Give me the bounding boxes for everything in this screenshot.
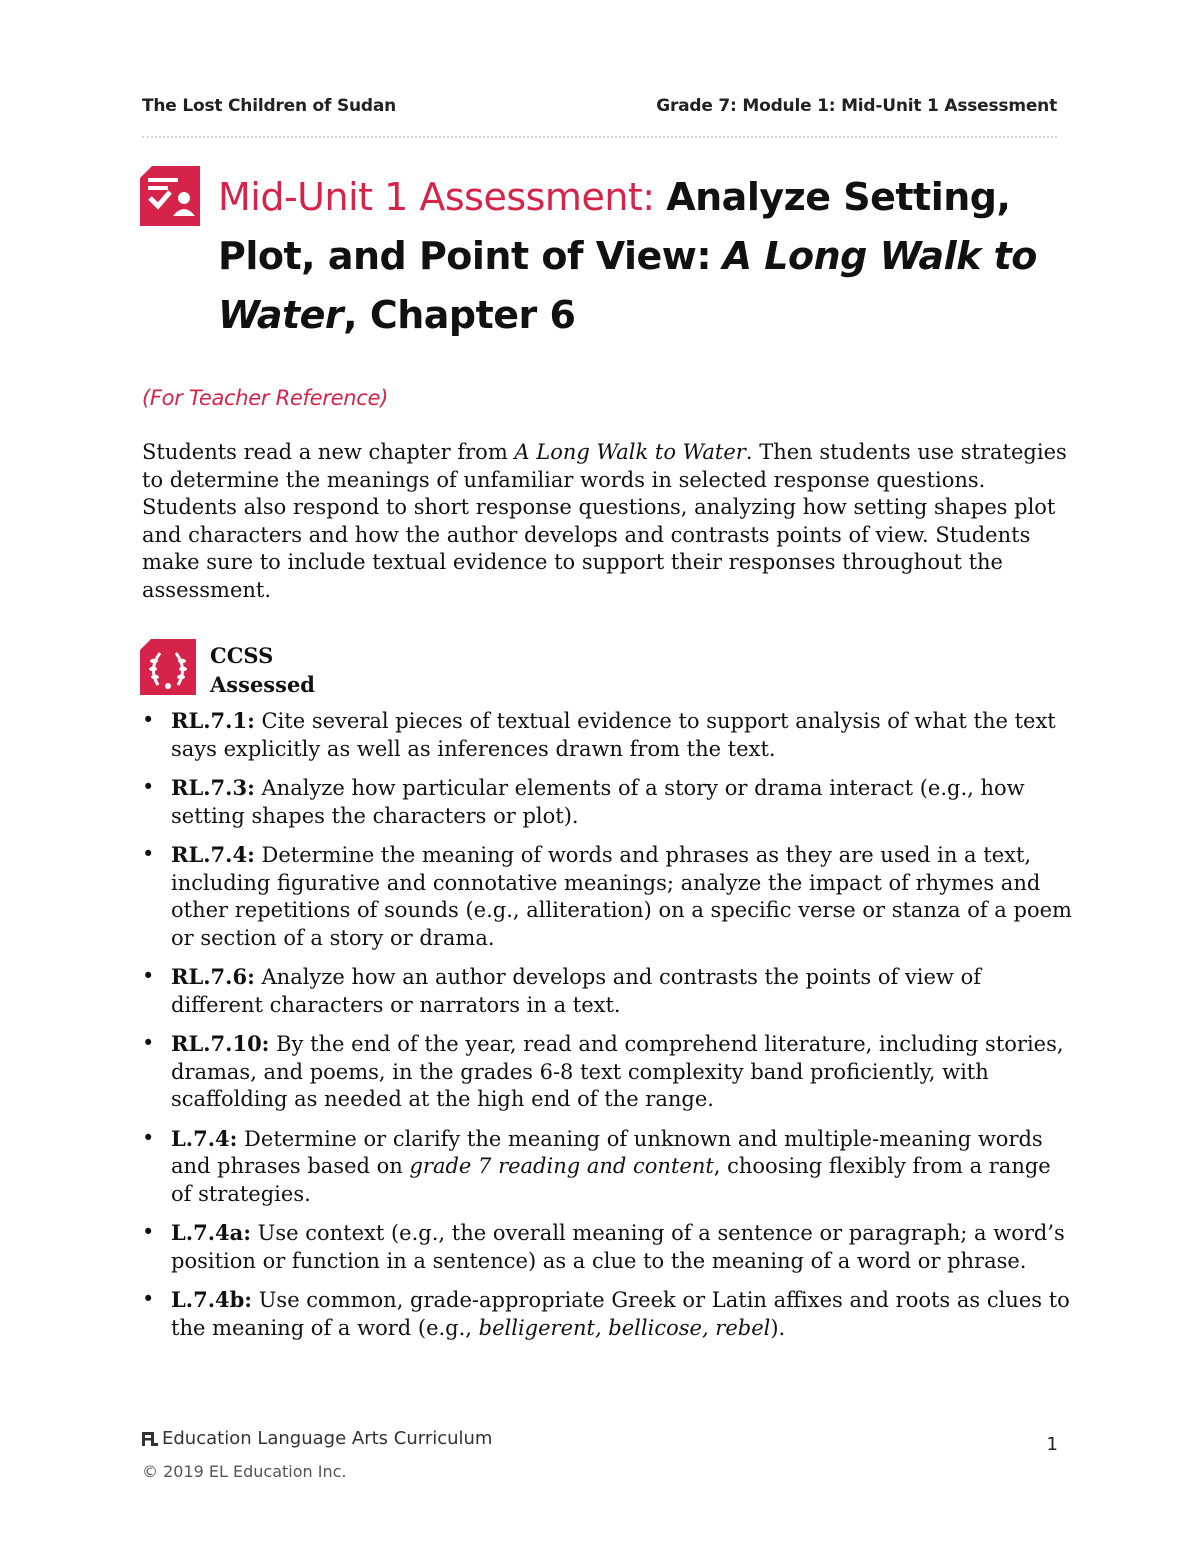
header-module-label: Grade 7: Module 1: Mid-Unit 1 Assessment bbox=[656, 96, 1057, 116]
el-education-logo-icon bbox=[142, 1431, 158, 1447]
standard-item bbox=[142, 1219, 1072, 1275]
intro-book-title: A Long Walk to Water bbox=[514, 440, 746, 464]
title-book-part1: A Long Walk to bbox=[722, 234, 1037, 278]
bullet-icon: • bbox=[142, 708, 155, 732]
title-prefix: Mid-Unit 1 Assessment: bbox=[218, 175, 655, 219]
header-unit-title: The Lost Children of Sudan bbox=[142, 96, 397, 116]
standard-text: Analyze how an author develops and contrasts the points of view of different characters or narrators in a text. bbox=[171, 965, 981, 1017]
ccss-laurel-icon bbox=[140, 639, 196, 695]
standard-item bbox=[142, 1286, 1072, 1342]
standard-code: RL.7.10: bbox=[171, 1031, 270, 1056]
footer-copyright: © 2019 EL Education Inc. bbox=[142, 1462, 347, 1481]
title-main: Analyze Setting, Plot, and Point of View: bbox=[218, 175, 1011, 278]
standard-item bbox=[142, 774, 1072, 830]
page-number: 1 bbox=[1046, 1434, 1058, 1455]
bullet-icon: • bbox=[142, 775, 155, 799]
standard-text-italic: grade 7 reading and content bbox=[409, 1154, 714, 1178]
standards-list bbox=[142, 707, 1072, 1353]
bullet-icon: • bbox=[142, 964, 155, 988]
title-book-part2: Water bbox=[218, 293, 344, 337]
ccss-heading-line1: CCSS bbox=[210, 643, 274, 668]
standard-item bbox=[142, 1030, 1072, 1114]
intro-text-end: . Then students use strategies to determine the meanings of unfamiliar words in selected response questions. Students also respond to short response questions, analyzing how setting shapes plot and characters and how the author develops and contrasts points of view. Students make sure to include textual evidence to support their responses throughout the assessment. bbox=[142, 440, 1067, 602]
standard-item bbox=[142, 963, 1072, 1019]
standard-code: L.7.4a: bbox=[171, 1220, 251, 1245]
ccss-heading bbox=[210, 641, 315, 699]
standard-code: RL.7.6: bbox=[171, 964, 255, 989]
header-divider bbox=[142, 136, 1057, 138]
standard-code: RL.7.4: bbox=[171, 842, 255, 867]
standard-text: Determine or clarify the meaning of unknown and multiple-meaning words and phrases based on bbox=[171, 1126, 1043, 1178]
page-title bbox=[218, 168, 1078, 345]
bullet-icon: • bbox=[142, 1031, 155, 1055]
standard-text: Use common, grade-appropriate Greek or Latin affixes and roots as clues to the meaning of a word (e.g., bbox=[171, 1288, 1070, 1340]
bullet-icon: • bbox=[142, 1125, 155, 1150]
standard-item bbox=[142, 707, 1072, 763]
standard-text: Use context (e.g., the overall meaning of a sentence or paragraph; a word’s position or function in a sentence) as a clue to the meaning of a word or phrase. bbox=[171, 1221, 1065, 1273]
standard-code: L.7.4b: bbox=[171, 1287, 253, 1312]
footer-logo-text: Education Language Arts Curriculum bbox=[162, 1428, 493, 1449]
title-suffix: , Chapter 6 bbox=[343, 293, 576, 337]
standard-text: Determine the meaning of words and phrases as they are used in a text, including figurative and connotative meanings; analyze the impact of rhymes and other repetitions of sounds (e.g., alliteration) on a specific verse or stanza of a poem or section of a story or drama. bbox=[171, 843, 1072, 950]
footer-logo bbox=[142, 1428, 492, 1449]
standard-text-italic: belligerent, bellicose, rebel bbox=[478, 1315, 771, 1340]
standard-item bbox=[142, 1125, 1072, 1209]
standard-text: By the end of the year, read and comprehend literature, including stories, dramas, and poems, in the grades 6-8 text complexity band proficiently, with scaffolding as needed at the high end of the range. bbox=[171, 1032, 1064, 1111]
assessment-icon bbox=[140, 166, 200, 226]
teacher-reference-label: (For Teacher Reference) bbox=[142, 386, 388, 410]
intro-paragraph bbox=[142, 439, 1072, 604]
standard-code: RL.7.1: bbox=[171, 708, 255, 733]
bullet-icon: • bbox=[142, 1220, 155, 1244]
ccss-heading-line2: Assessed bbox=[210, 672, 315, 697]
standard-text-end: , choosing flexibly from a range of strategies. bbox=[171, 1154, 1051, 1206]
standard-text: Cite several pieces of textual evidence to support analysis of what the text says explicitly as well as inferences drawn from the text. bbox=[171, 709, 1056, 761]
bullet-icon: • bbox=[142, 842, 155, 866]
standard-code: RL.7.3: bbox=[171, 775, 255, 800]
intro-text-start: Students read a new chapter from bbox=[142, 440, 515, 464]
standard-code: L.7.4: bbox=[171, 1125, 238, 1151]
standard-text-end: ). bbox=[770, 1315, 786, 1340]
standard-item bbox=[142, 841, 1072, 952]
bullet-icon: • bbox=[142, 1287, 155, 1311]
standard-text: Analyze how particular elements of a story or drama interact (e.g., how setting shapes the characters or plot). bbox=[171, 776, 1025, 828]
